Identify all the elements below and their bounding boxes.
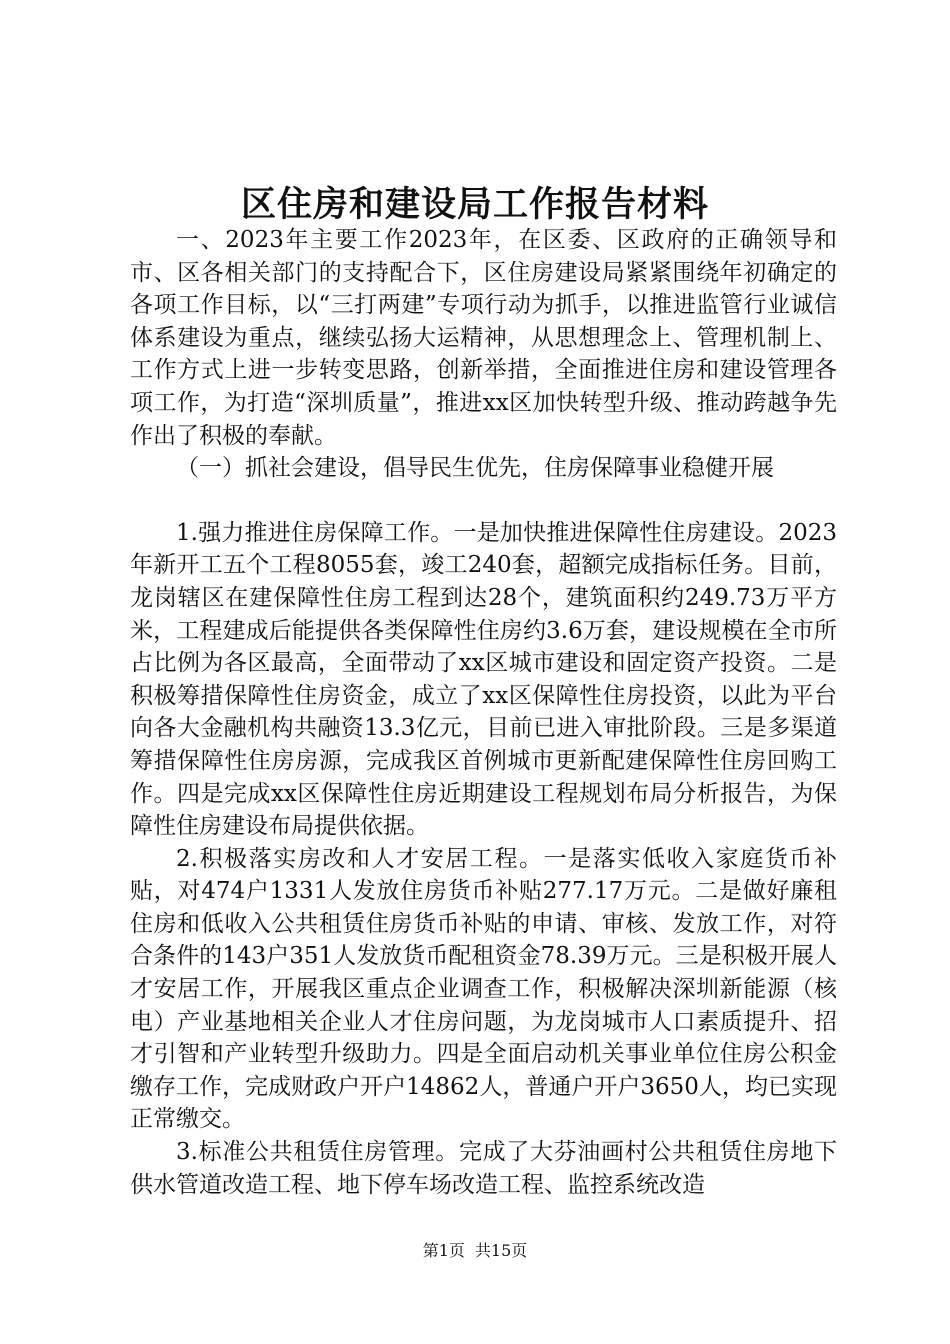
paragraph-intro: 一、2023年主要工作2023年，在区委、区政府的正确领导和市、区各相关部门的支持配合下，区住房建设局紧紧围绕年初确定的各项工作目标，以“三打两建”专项行动为抓手，以推进监管行业诚信体系建设为重点，继续弘扬大运精神，从思想理念上、管理机制上、工作方式上进一步转变思路，创新举措，全面推进住房和建设管理各项工作，为打造“深圳质量”，推进xx区加快转型升级、推动跨越争先作出了积极的奉献。 [130,227,837,449]
page-total: 共15页 [474,1241,528,1260]
paragraph-item-1: 1.强力推进住房保障工作。一是加快推进保障性住房建设。2023年新开工五个工程8055套，竣工240套，超额完成指标任务。目前，龙岗辖区在建保障性住房工程到达28个，建筑面积约249.73万平方米，工程建成后能提供各类保障性住房约3.6万套，建设规模在全市所占比例为各区最高，全面带动了xx区城市建设和固定资产投资。二是积极筹措保障性住房资金，成立了xx区保障性住房投资，以此为平台向各大金融机构共融资13.3亿元，目前已进入审批阶段。三是多渠道筹措保障性住房房源，完成我区首例城市更新配建保障性住房回购工作。四是完成xx区保障性住房近期建设工程规划布局分析报告，为保障性住房建设布局提供依据。 [130,519,837,840]
page-footer [0,1240,950,1262]
document-body [130,224,837,1201]
paragraph-item-3: 3.标准公共租赁住房管理。完成了大芬油画村公共租赁住房地下供水管道改造工程、地下停车场改造工程、监控系统改造 [130,1139,837,1198]
section-heading: （一）抓社会建设，倡导民生优先，住房保障事业稳健开展 [176,455,774,482]
page-number: 第1页 [422,1241,465,1260]
paragraph-item-2: 2.积极落实房改和人才安居工程。一是落实低收入家庭货币补贴，对474户1331人发放住房货币补贴277.17万元。二是做好廉租住房和低收入公共租赁住房货币补贴的申请、审核、发放工作，对符合条件的143户351人发放货币配租资金78.39万元。三是积极开展人才安居工作，开展我区重点企业调查工作，积极解决深圳新能源（核电）产业基地相关企业人才住房问题，为龙岗城市人口素质提升、招才引智和产业转型升级助力。四是全面启动机关事业单位住房公积金缴存工作，完成财政户开户14862人，普通户开户3650人，均已实现正常缴交。 [130,845,837,1133]
document-title: 区住房和建设局工作报告材料 [240,184,709,225]
